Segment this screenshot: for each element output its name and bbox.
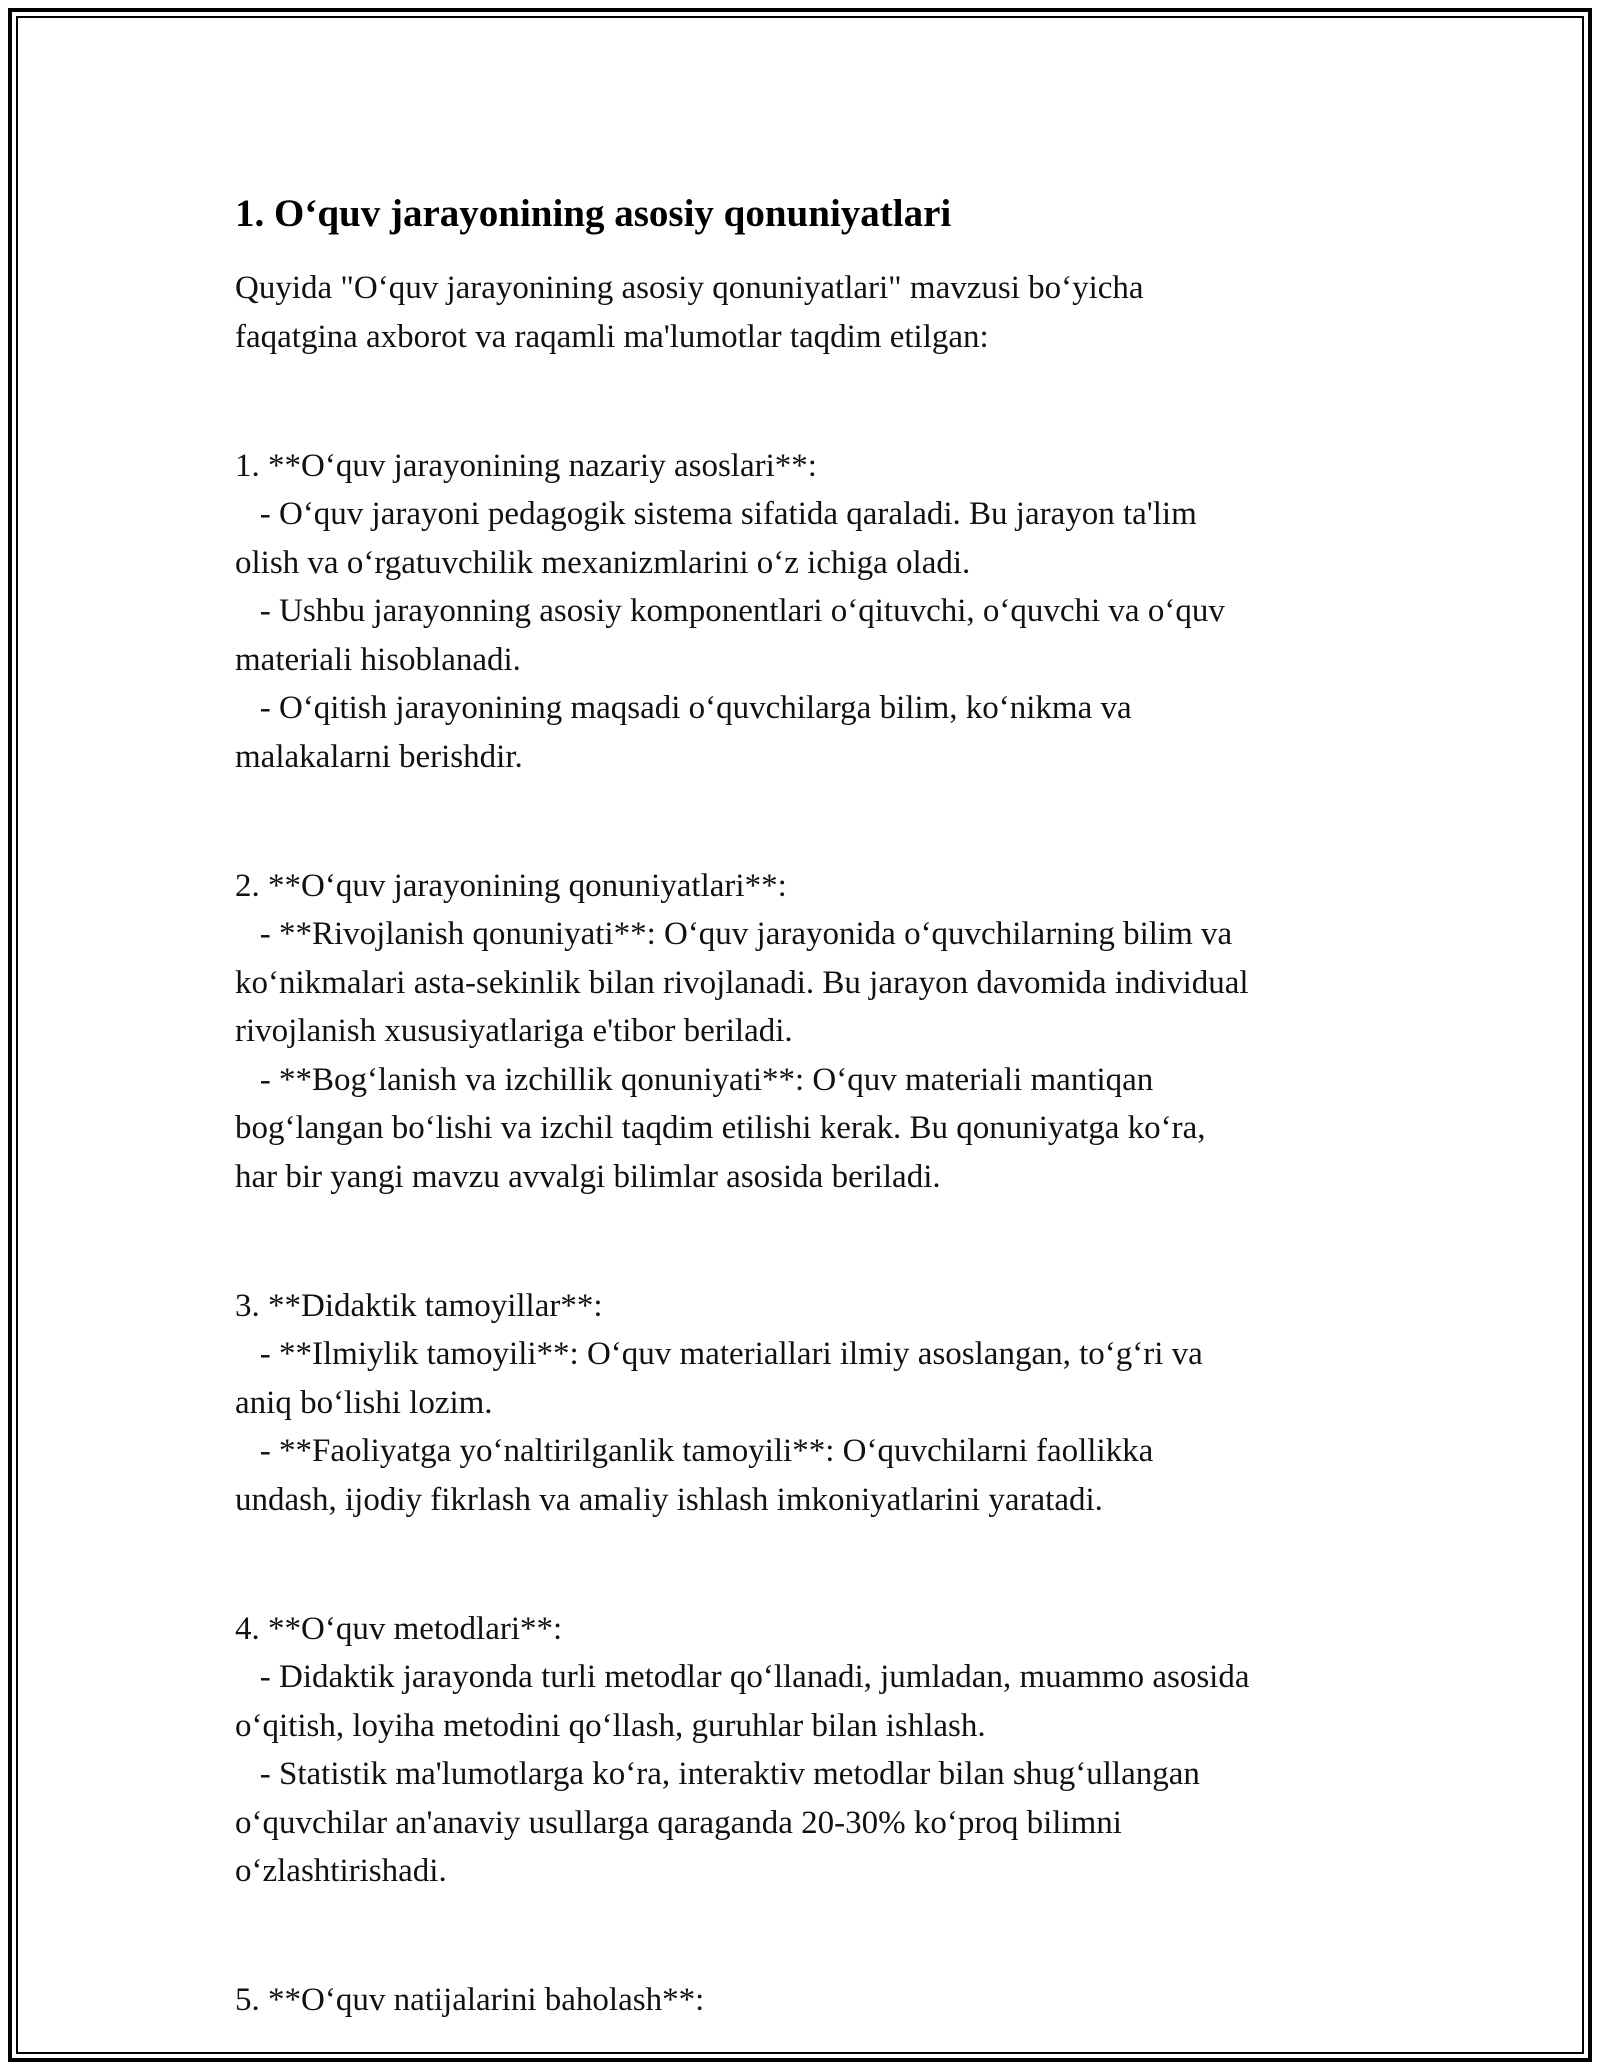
blank-line	[235, 1912, 1395, 1961]
text-line: - **Ilmiylik tamoyili**: O‘quv materiallari ilmiy asoslangan, to‘g‘ri va	[235, 1336, 1203, 1372]
text-line: malakalarni berishdir.	[235, 738, 523, 775]
blank-line	[235, 797, 1395, 846]
text-line: - Statistik ma'lumotlarga ko‘ra, interaktiv metodlar bilan shug‘ullangan	[235, 1756, 1200, 1792]
blank-line	[235, 377, 1395, 426]
text-line: 2. **O‘quv jarayonining qonuniyatlari**:	[235, 867, 787, 904]
text-line: faqatgina axborot va raqamli ma'lumotlar taqdim etilgan:	[235, 318, 989, 355]
text-line: - **Rivojlanish qonuniyati**: O‘quv jarayonida o‘quvchilarning bilim va	[235, 916, 1233, 952]
text-line: - O‘qitish jarayonining maqsadi o‘quvchilarga bilim, ko‘nikma va	[235, 690, 1132, 726]
text-line: 1. **O‘quv jarayonining nazariy asoslari**:	[235, 447, 817, 484]
text-line: - **Bog‘lanish va izchillik qonuniyati**: O‘quv materiali mantiqan	[235, 1061, 1154, 1098]
text-line: o‘zlashtirishadi.	[235, 1853, 447, 1889]
text-line: har bir yangi mavzu avvalgi bilimlar asosida beriladi.	[235, 1158, 941, 1195]
text-line: materiali hisoblanadi.	[235, 641, 521, 678]
text-line: undash, ijodiy fikrlash va amaliy ishlash imkoniyatlarini yaratadi.	[235, 1481, 1103, 1518]
text-line: 4. **O‘quv metodlari**:	[235, 1610, 563, 1647]
text-line: - Didaktik jarayonda turli metodlar qo‘llanadi, jumladan, muammo asosida	[235, 1659, 1250, 1695]
text-line: bog‘langan bo‘lishi va izchil taqdim etilishi kerak. Bu qonuniyatga ko‘ra,	[235, 1110, 1206, 1146]
text-line: - Ushbu jarayonning asosiy komponentlari o‘qituvchi, o‘quvchi va o‘quv	[235, 593, 1225, 629]
text-line: aniq bo‘lishi lozim.	[235, 1384, 493, 1421]
text-line: o‘quvchilar an'anaviy usullarga qaraganda 20-30% ko‘proq bilimni	[235, 1804, 1122, 1841]
paragraph-list	[235, 264, 1395, 2025]
text-line: - O‘quv jarayoni pedagogik sistema sifatida qaraladi. Bu jarayon ta'lim	[235, 496, 1197, 532]
text-line: rivojlanish xususiyatlariga e'tibor beriladi.	[235, 1013, 793, 1049]
document-title: 1. O‘quv jarayonining asosiy qonuniyatlari	[235, 192, 952, 235]
text-line: ko‘nikmalari asta-sekinlik bilan rivojlanadi. Bu jarayon davomida individual	[235, 964, 1249, 1001]
blank-line	[235, 1540, 1395, 1589]
text-line: 3. **Didaktik tamoyillar**:	[235, 1287, 603, 1324]
text-line: - **Faoliyatga yo‘naltirilganlik tamoyili**: O‘quvchilarni faollikka	[235, 1433, 1154, 1469]
text-line: o‘qitish, loyiha metodini qo‘llash, guruhlar bilan ishlash.	[235, 1707, 986, 1744]
text-line: 5. **O‘quv natijalarini baholash**:	[235, 1982, 705, 2018]
document-body	[235, 188, 1395, 2025]
blank-line	[235, 1217, 1395, 1266]
text-line: olish va o‘rgatuvchilik mexanizmlarini o‘z ichiga oladi.	[235, 544, 971, 581]
text-line: Quyida "O‘quv jarayonining asosiy qonuniyatlari" mavzusi bo‘yicha	[235, 270, 1144, 306]
